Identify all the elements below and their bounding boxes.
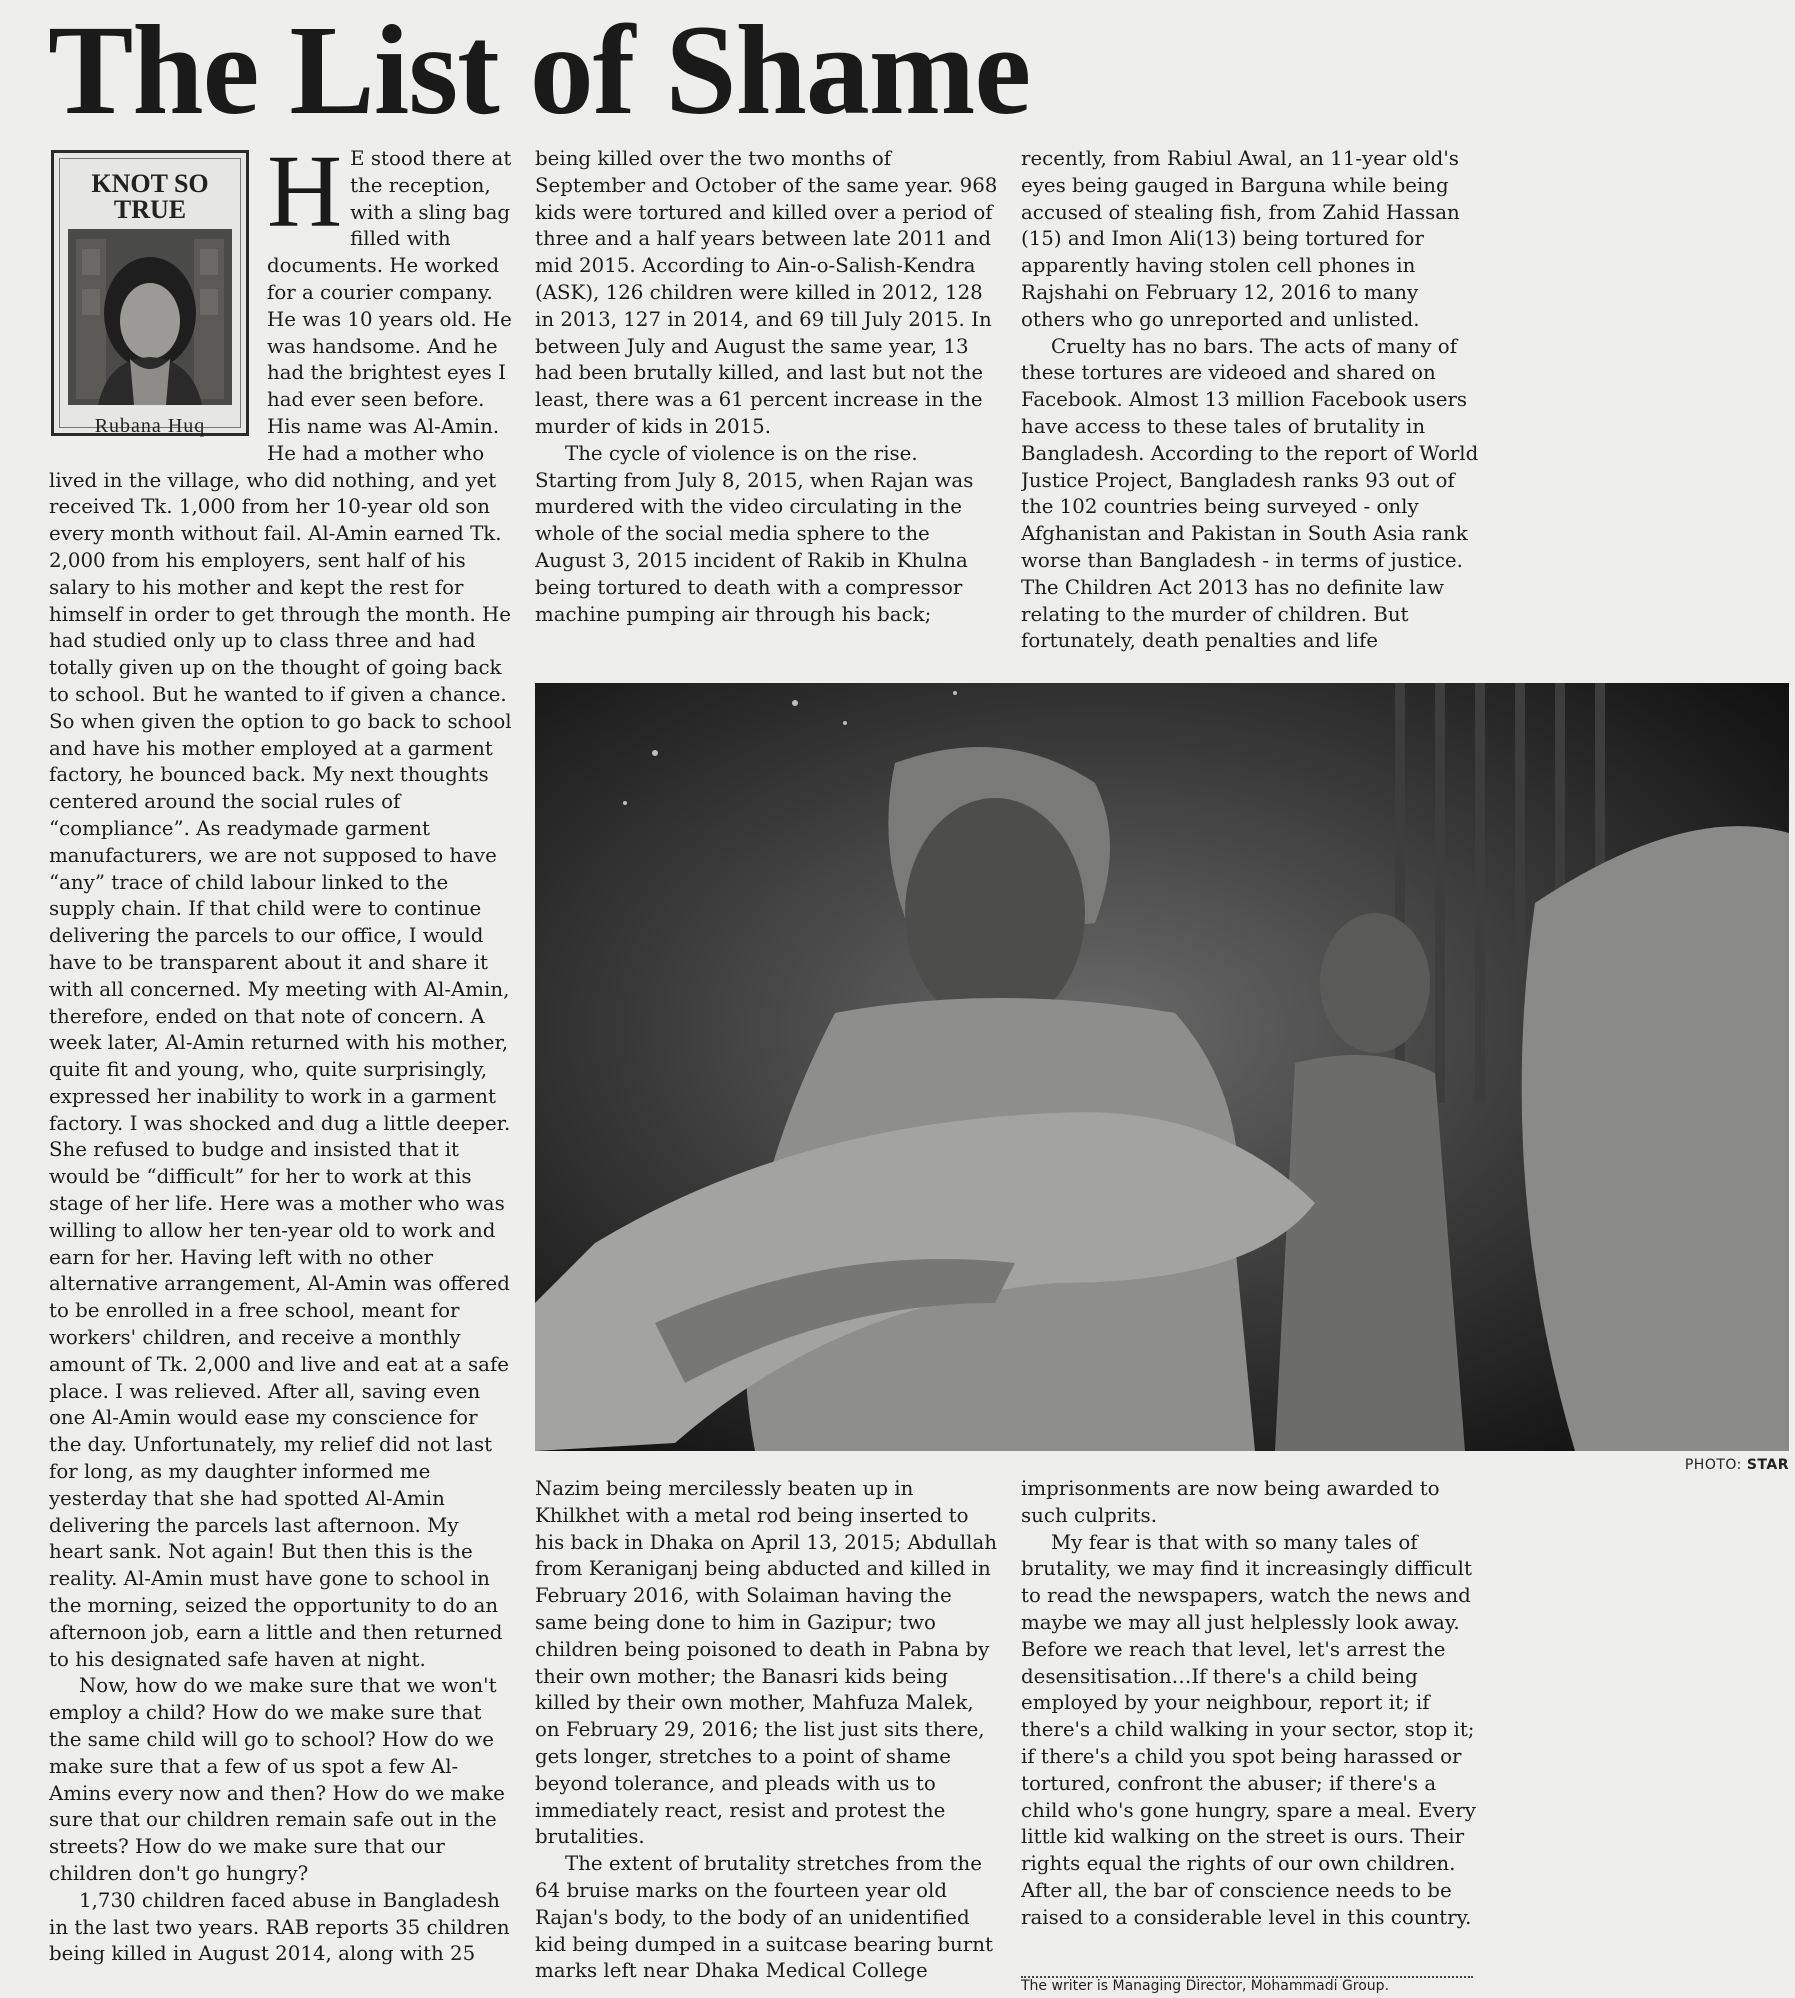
- column-kicker-line2: TRUE: [113, 195, 187, 224]
- author-portrait: [68, 229, 232, 405]
- columnist-byline-box: [51, 150, 249, 436]
- byline-inner-border: [59, 158, 241, 437]
- headline: The List of Shame: [48, 0, 1031, 141]
- paragraph: The cycle of violence is on the rise. Starting from July 8, 2015, when Rajan was murdered with the video circulating in the whole of the social media sphere to the August 3, 2015 incident of Rakib in Khulna being tortured to death with a compressor machine pumping air through his back;: [535, 441, 974, 626]
- photo-credit-prefix: PHOTO:: [1684, 1457, 1742, 1473]
- column-kicker-line1: KNOT SO: [91, 169, 209, 198]
- author-name: Rubana Huq: [94, 415, 206, 437]
- paragraph: 1,730 children faced abuse in Bangladesh in the last two years. RAB reports 35 children being killed in August 2014, along with 25: [49, 1888, 510, 1966]
- paragraph: imprisonments are now being awarded to such culprits.: [1021, 1477, 1440, 1527]
- paragraph: My fear is that with so many tales of brutality, we may find it increasingly difficult to read the newspapers, watch the news and maybe we may all just helplessly look away. Before we reach that level, let's arrest the desensitisation…If there's a child being employed by your neighbour, report it; if there's a child walking in your sector, stop it; if there's a child you spot being harassed or tortured, confront the abuser; if there's a child who's gone hungry, spare a meal. Every little kid walking on the street is ours. Their rights equal the rights of our own children. After all, the bar of conscience needs to be raised to a considerable level in this country.: [1021, 1530, 1476, 1929]
- writer-note: The writer is Managing Director, Mohammadi Group.: [1021, 1978, 1390, 1994]
- article-column-3: [1021, 146, 1485, 656]
- article-column-3-bottom: [1021, 1476, 1485, 1946]
- paragraph-text: E stood there at the reception, with a sling bag filled with documents. He worked for a courier company. He was 10 years old. He was handsome. And he had the brightest eyes I had ever seen before. His name was Al-Amin. He had a mother who lived in the village, who did nothing, and yet received Tk. 1,000 from her 10-year old son every month without fail. Al-Amin earned Tk. 2,000 from his employers, sent half of his salary to his mother and kept the rest for himself in order to get through the month. He had studied only up to class three and had totally given up on the thought of going back to school. But he wanted to if given a chance. So when given the option to go back to school and have his mother employed at a garment factory, he bounced back. My next thoughts centered around the social rules of “compliance”. As readymade garment manufacturers, we are not supposed to have “any” trace of child labour linked to the supply chain. If that child were to continue delivering the parcels to our office, I would have to be transparent about it and share it with all concerned. My meeting with Al-Amin, therefore, ended on that note of concern. A week later, Al-Amin returned with his mother, quite fit and young, who, quite surprisingly, expressed her inability to work in a garment factory. I was shocked and dug a little deeper. She refused to budge and insisted that it would be “difficult” for her to work at this stage of her life. Here was a mother who was willing to allow her ten-year old to work and earn for her. Having left with no other alternative arrangement, Al-Amin was offered to be enrolled in a free school, meant for workers' children, and receive a monthly amount of Tk. 2,000 and live and eat at a safe place. I was relieved. After all, saving even one Al-Amin would ease my conscience for the day. Unfortunately, my relief did not last for long, as my daughter informed me yesterday that she had spotted Al-Amin delivering the parcels last afternoon. My heart sank. Not again! But then this is the reality. Al-Amin must have gone to school in the morning, seized the opportunity to do an afternoon job, earn a little and then returned to his designated safe haven at night.: [49, 147, 512, 1671]
- paragraph: Nazim being mercilessly beaten up in Khilkhet with a metal rod being inserted to his back in Dhaka on April 13, 2015; Abdullah from Keraniganj being abducted and killed in February 2016, with Solaiman having the same being done to him in Gazipur; two children being poisoned to death in Pabna by their own mother; the Banasri kids being killed by their own mother, Mahfuza Malek, on February 29, 2016; the list just sits there, gets longer, stretches to a point of shame beyond tolerance, and pleads with us to immediately react, resist and protest the brutalities.: [535, 1477, 997, 1849]
- paragraph: Now, how do we make sure that we won't employ a child? How do we make sure that the same child will go to school? How do we make sure that a few of us spot a few Al-Amins every now and then? How do we make sure that our children remain safe out in the streets? How do we make sure that our children don't go hungry?: [49, 1674, 505, 1885]
- column-kicker: [60, 171, 240, 223]
- article-photo: [535, 683, 1789, 1451]
- photo-credit-source: STAR: [1746, 1457, 1789, 1473]
- photo-credit: [1685, 1457, 1789, 1473]
- article-column-1: [49, 146, 513, 1991]
- paragraph: recently, from Rabiul Awal, an 11-year old's eyes being gauged in Barguna while being accused of stealing fish, from Zahid Hassan (15) and Imon Ali(13) being tortured for apparently having stolen cell phones in Rajshahi on February 12, 2016 to many others who go unreported and unlisted.: [1021, 147, 1460, 331]
- paragraph: Cruelty has no bars. The acts of many of these tortures are videoed and shared on Facebook. Almost 13 million Facebook users have access to these tales of brutality in Bangladesh. According to the report of World Justice Project, Bangladesh ranks 93 out of the 102 countries being surveyed - only Afghanistan and Pakistan in South Asia rank worse than Bangladesh - in terms of justice. The Children Act 2013 has no definite law relating to the murder of children. But fortunately, death penalties and life: [1021, 334, 1479, 653]
- article-column-2: [535, 146, 999, 656]
- paragraph: being killed over the two months of September and October of the same year. 968 kids were tortured and killed over a period of three and a half years between late 2011 and mid 2015. According to Ain-o-Salish-Kendra (ASK), 126 children were killed in 2012, 128 in 2013, 127 in 2014, and 69 till July 2015. In between July and August the same year, 13 had been brutally killed, and last but not the least, there was a 61 percent increase in the murder of kids in 2015.: [535, 147, 998, 438]
- paragraph: The extent of brutality stretches from the 64 bruise marks on the fourteen year old Rajan's body, to the body of an unidentified kid being dumped in a suitcase bearing burnt marks left near Dhaka Medical College: [535, 1852, 993, 1983]
- dropcap: H: [267, 146, 343, 249]
- article-column-2-bottom: [535, 1476, 999, 1994]
